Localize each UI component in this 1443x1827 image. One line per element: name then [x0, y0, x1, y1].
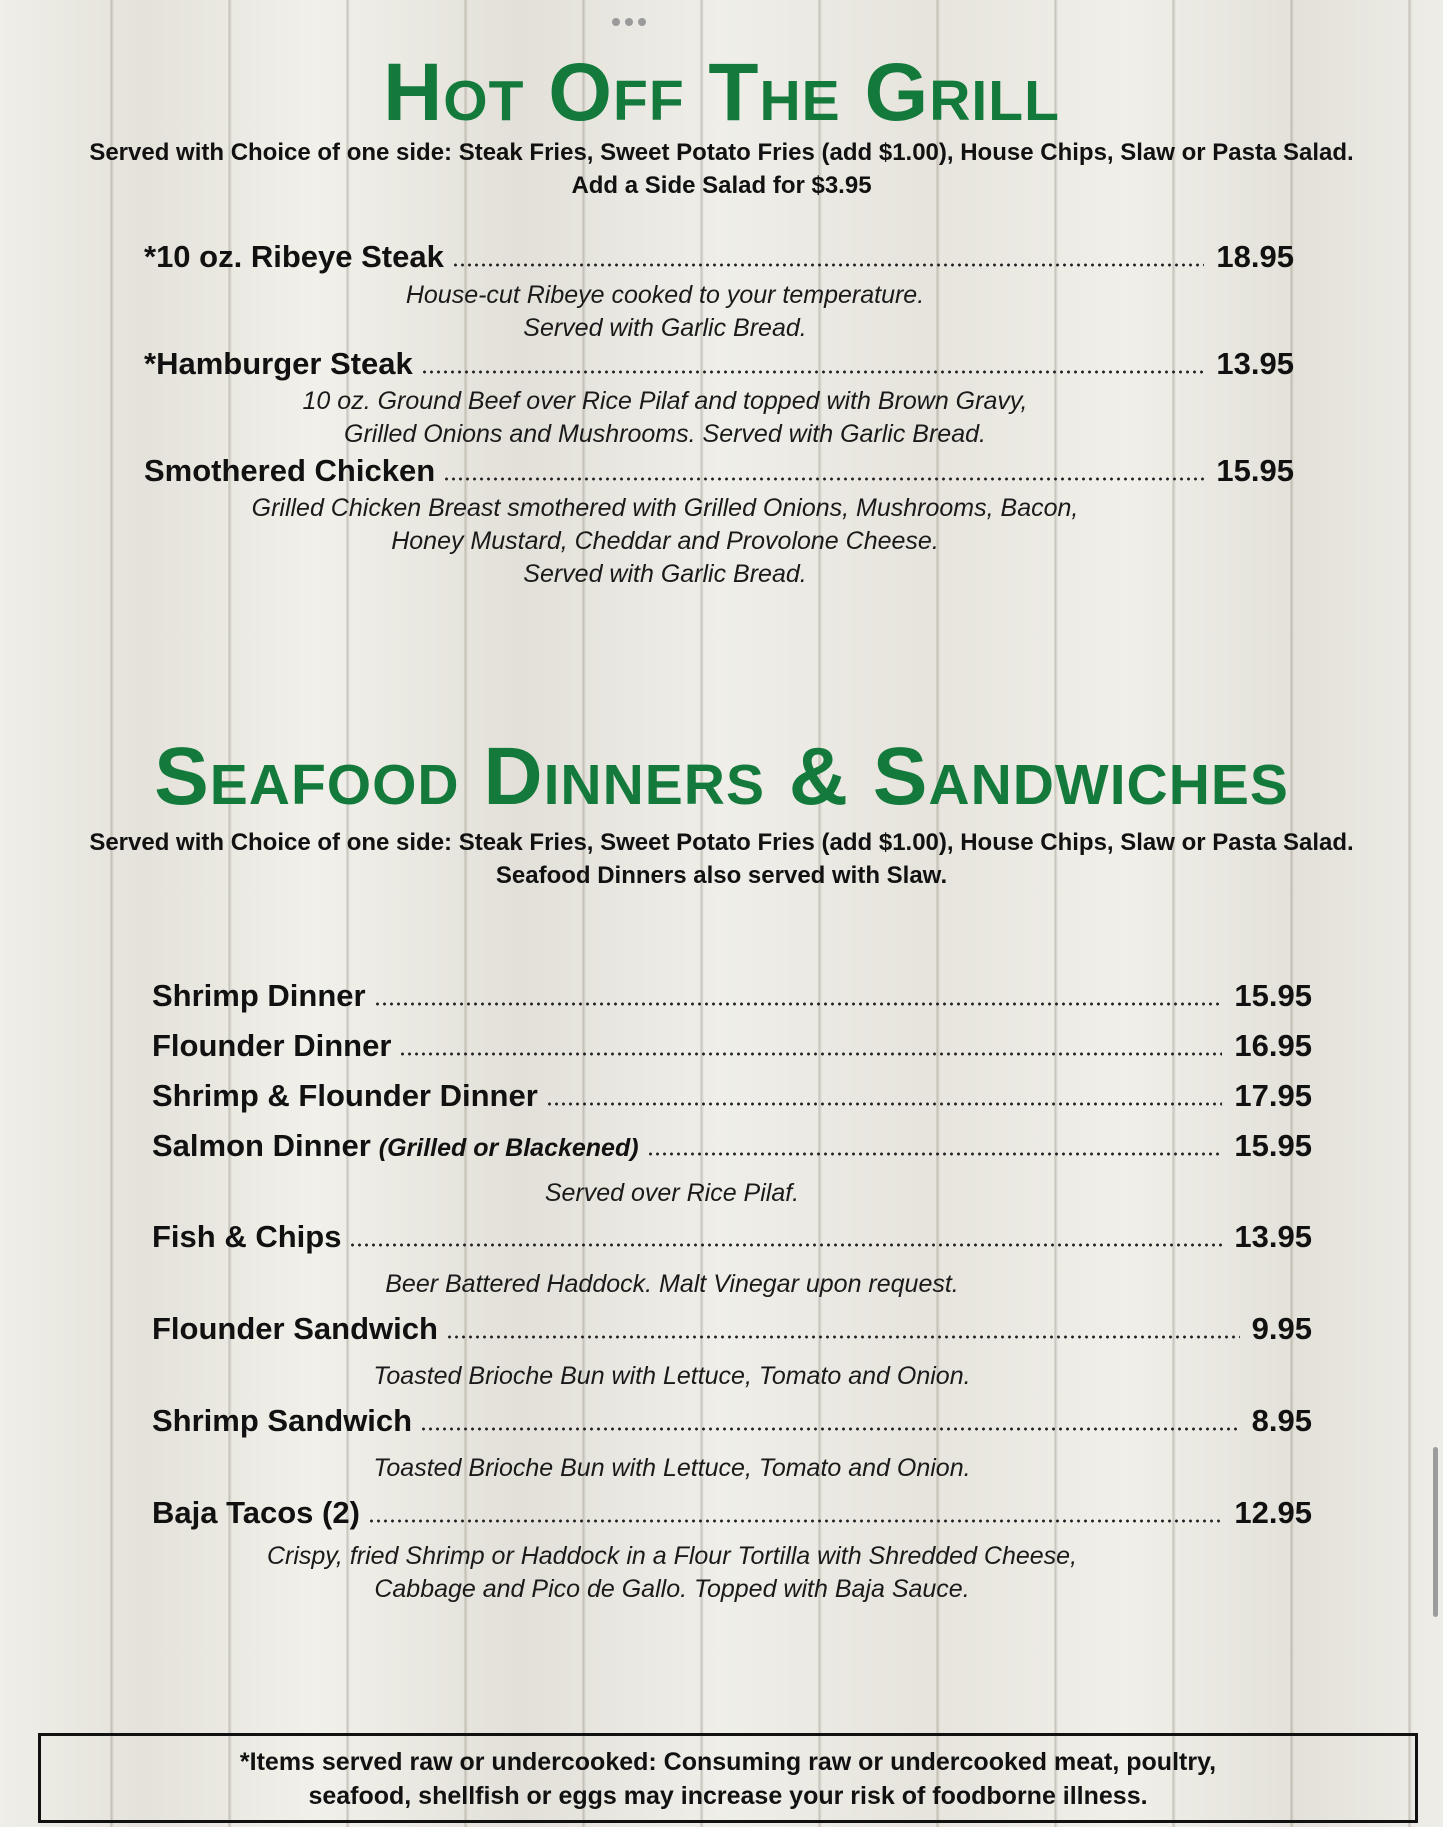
- dot-leader: [647, 1152, 1223, 1156]
- menu-item-price: 8.95: [1251, 1403, 1312, 1438]
- dot-leader: [452, 263, 1205, 267]
- menu-item-name: Shrimp Sandwich: [152, 1403, 413, 1438]
- menu-item-smothered-chicken: [144, 451, 1294, 491]
- menu-item-baja-tacos: [152, 1493, 1312, 1533]
- menu-item-price: 12.95: [1234, 1495, 1312, 1530]
- menu-item-name: Salmon Dinner: [152, 1128, 371, 1163]
- dot-leader: [399, 1052, 1222, 1056]
- menu-item-name: Baja Tacos (2): [152, 1495, 360, 1530]
- menu-item-price: 16.95: [1234, 1028, 1312, 1063]
- menu-item-price: 13.95: [1216, 346, 1294, 381]
- dot-leader: [349, 1243, 1222, 1247]
- menu-item-name: Shrimp & Flounder Dinner: [152, 1078, 538, 1113]
- dot-leader: [546, 1102, 1223, 1106]
- dot-leader: [443, 477, 1204, 481]
- menu-item-description: Toasted Brioche Bun with Lettuce, Tomato and Onion.: [373, 1362, 971, 1390]
- description-line: Grilled Onions and Mushrooms. Served with Garlic Bread.: [344, 420, 986, 448]
- menu-item-name: Flounder Dinner: [152, 1028, 392, 1063]
- menu-item-shrimp-flounder-dinner: [152, 1076, 1312, 1116]
- menu-item-price: 15.95: [1234, 978, 1312, 1013]
- disclaimer-line-1: *Items served raw or undercooked: Consuming raw or undercooked meat, poultry,: [239, 1748, 1217, 1776]
- menu-item-shrimp-sandwich: [152, 1401, 1312, 1441]
- menu-item-flounder-dinner: [152, 1026, 1312, 1066]
- menu-item-price: 15.95: [1234, 1128, 1312, 1163]
- dot-leader: [421, 370, 1205, 374]
- menu-item-salmon-dinner: [152, 1126, 1312, 1168]
- menu-item-description: [200, 385, 1130, 451]
- seafood-section-subtitle: [0, 826, 1443, 892]
- description-line: Grilled Chicken Breast smothered with Grilled Onions, Mushrooms, Bacon,: [251, 494, 1079, 522]
- menu-item-note: (Grilled or Blackened): [378, 1134, 639, 1162]
- menu-item-name: Shrimp Dinner: [152, 978, 366, 1013]
- grill-section-subtitle: [0, 136, 1443, 202]
- menu-item-description: [200, 279, 1130, 345]
- menu-item-price: 17.95: [1234, 1078, 1312, 1113]
- menu-item-name: *Hamburger Steak: [144, 346, 413, 381]
- menu-item-description: [152, 1540, 1192, 1606]
- menu-item-description: Beer Battered Haddock. Malt Vinegar upon request.: [385, 1270, 959, 1298]
- menu-item-ribeye-steak: [144, 237, 1294, 277]
- seafood-subtitle-line-2: Seafood Dinners also served with Slaw.: [495, 862, 948, 889]
- grill-section-title: Hot Off The Grill: [383, 47, 1060, 138]
- menu-item-price: 18.95: [1216, 239, 1294, 274]
- description-line: Served with Garlic Bread.: [523, 314, 807, 342]
- menu-item-shrimp-dinner: [152, 976, 1312, 1016]
- description-line: Cabbage and Pico de Gallo. Topped with Baja Sauce.: [374, 1575, 970, 1603]
- menu-item-fish-chips: [152, 1217, 1312, 1257]
- more-options-icon[interactable]: [612, 18, 646, 26]
- menu-item-hamburger-steak: [144, 344, 1294, 384]
- menu-item-name: Fish & Chips: [152, 1219, 342, 1254]
- description-line: Crispy, fried Shrimp or Haddock in a Flour Tortilla with Shredded Cheese,: [266, 1542, 1078, 1570]
- disclaimer-line-2: seafood, shellfish or eggs may increase your risk of foodborne illness.: [308, 1782, 1148, 1810]
- menu-item-description: Toasted Brioche Bun with Lettuce, Tomato and Onion.: [373, 1454, 971, 1482]
- menu-item-price: 13.95: [1234, 1219, 1312, 1254]
- description-line: 10 oz. Ground Beef over Rice Pilaf and topped with Brown Gravy,: [302, 387, 1028, 415]
- dot-leader: [420, 1427, 1240, 1431]
- menu-item-description: Served over Rice Pilaf.: [544, 1179, 800, 1207]
- menu-item-price: 9.95: [1251, 1311, 1312, 1346]
- food-safety-disclaimer: [38, 1733, 1418, 1823]
- grill-subtitle-line-1: Served with Choice of one side: Steak Fries, Sweet Potato Fries (add $1.00), House Chips, Slaw or Pasta Salad.: [89, 139, 1354, 166]
- menu-item-name: *10 oz. Ribeye Steak: [144, 239, 444, 274]
- description-line: Honey Mustard, Cheddar and Provolone Cheese.: [391, 527, 939, 555]
- menu-item-name: Flounder Sandwich: [152, 1311, 438, 1346]
- dot-leader: [368, 1519, 1223, 1523]
- dot-leader: [446, 1335, 1240, 1339]
- description-line: Served with Garlic Bread.: [523, 560, 807, 588]
- menu-item-price: 15.95: [1216, 453, 1294, 488]
- grill-subtitle-line-2: Add a Side Salad for $3.95: [571, 172, 872, 199]
- scrollbar-thumb[interactable]: [1433, 1447, 1438, 1617]
- menu-item-description: [150, 492, 1180, 591]
- seafood-section-title: Seafood Dinners & Sandwiches: [154, 731, 1289, 822]
- seafood-subtitle-line-1: Served with Choice of one side: Steak Fries, Sweet Potato Fries (add $1.00), House Chips, Slaw or Pasta Salad.: [89, 829, 1354, 856]
- menu-item-name: Smothered Chicken: [144, 453, 436, 488]
- dot-leader: [374, 1002, 1223, 1006]
- menu-item-flounder-sandwich: [152, 1309, 1312, 1349]
- description-line: House-cut Ribeye cooked to your temperature.: [405, 281, 925, 309]
